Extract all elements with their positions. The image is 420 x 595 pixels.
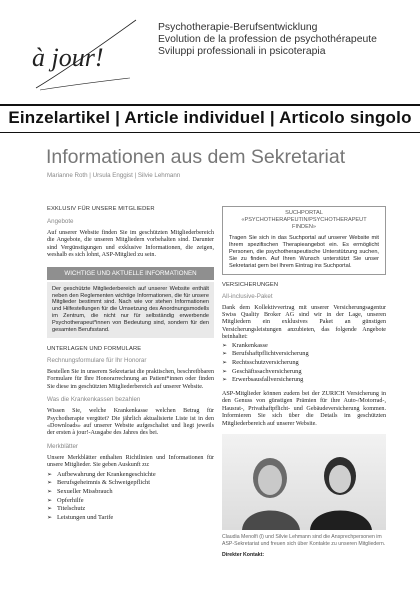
info-box-text: Der geschützte Mitgliederbereich auf unserer Website enthält neben den Reglementen wichtige Informationen, die für unsere Mitglieder bestimmt sind. Nach wie vor stehen Informationen und Hilfestellungen für die Umsetzung des Anordnungsmodells im Zentrum, die nicht nur für selbständig erwerbende Psychotherapeut*innen von Bedeutung sind, sondern für den gesamten Berufsstand. bbox=[47, 282, 214, 338]
list-item: ➢ Geschäftssachversicherung bbox=[222, 367, 302, 375]
list-item: ➢ Aufbewahrung der Krankengeschichte bbox=[47, 470, 156, 478]
header-line-de: Psychotherapie-Berufsentwicklung bbox=[158, 22, 318, 33]
section-heading-insurance: VERSICHERUNGEN bbox=[222, 281, 279, 288]
header-line-it: Sviluppi professionali in psicoterapia bbox=[158, 46, 326, 57]
portal-title: SUCHPORTAL bbox=[285, 210, 323, 216]
list-item: ➢ Opferhilfe bbox=[47, 496, 84, 504]
arrow-bullet-icon: ➢ bbox=[47, 515, 53, 522]
insurers-paragraph: Wissen Sie, welche Krankenkasse welchen Betrag für Psychotherapie vergütet? Die jährlich aktualisierte Liste ist in den «Downloads» auf unserer Website aufgeschaltet und liegt jeweils der ersten à jour!-Ausgabe des Jahres des bei. bbox=[47, 408, 214, 437]
subheading-invoice-forms: Rechnungsformulare für Ihr Honorar bbox=[47, 356, 147, 364]
direct-contact-label: Direkter Kontakt: bbox=[222, 551, 265, 558]
subheading-offers: Angebote bbox=[47, 218, 74, 225]
search-portal-box bbox=[222, 206, 386, 275]
staff-photo-illustration bbox=[222, 434, 386, 530]
arrow-bullet-icon: ➢ bbox=[47, 497, 53, 504]
insurance-list bbox=[222, 342, 386, 386]
list-item: ➢ Rechtsschutzversicherung bbox=[222, 358, 299, 366]
arrow-bullet-icon: ➢ bbox=[47, 506, 53, 513]
list-item: ➢ Titelschutz bbox=[47, 505, 86, 513]
subheading-all-inclusive: All-inclusive-Paket bbox=[222, 292, 273, 300]
list-item: ➢ Sexueller Missbrauch bbox=[47, 488, 113, 496]
photo-caption: Claudia Menolfi (l) und Silvie Lehmann sind die Ansprechpersonen im ASP-Sekretariat und freuen sich über Kontakte zu unseren Mitgliedern. bbox=[222, 534, 386, 547]
portal-text: Tragen Sie sich in das Suchportal auf unserer Website mit Ihrem spezifischen Therapieangebot ein. Es ermöglicht Personen, die psychotherapeutische Unterstützung suchen, Sie zu finden. Auf Ihren Wunsch unterstützt Sie unser Sekretariat gern bei Ihrem Eintrag ins Suchportal. bbox=[229, 235, 379, 269]
subheading-insurers: Was die Krankenkassen bezahlen bbox=[47, 396, 141, 404]
list-item: ➢ Berufshaftpflichtversicherung bbox=[222, 350, 309, 358]
list-item: ➢ Erwerbsausfallversicherung bbox=[222, 376, 304, 384]
arrow-bullet-icon: ➢ bbox=[222, 342, 228, 349]
subheading-factsheets: Merkblätter bbox=[47, 442, 78, 450]
info-bar: WICHTIGE UND AKTUELLE INFORMATIONEN bbox=[47, 267, 214, 280]
forms-paragraph: Bestellen Sie in unserem Sekretariat die praktischen, beschreibbaren Formulare für Ihre Honorarrechnung an Patient*innen oder finden Sie diese im geschützten Mitgliederbereich auf unserer Website. bbox=[47, 368, 214, 390]
arrow-bullet-icon: ➢ bbox=[222, 377, 228, 384]
arrow-bullet-icon: ➢ bbox=[222, 351, 228, 358]
factsheets-list bbox=[47, 471, 214, 523]
section-heading-forms: UNTERLAGEN UND FORMULARE bbox=[47, 345, 142, 352]
arrow-bullet-icon: ➢ bbox=[47, 489, 53, 496]
offers-paragraph: Auf unserer Website finden Sie im geschützten Mitgliederbereich die Angebote, die unseren Mitgliedern vorbehalten sind. Darunter sind Vergünstigungen und exklusive Informationen, die zeigen, weshalb es sich lohnt, ASP-Mitglied zu sein. bbox=[47, 230, 214, 259]
article-title: Informationen aus dem Sekretariat bbox=[46, 146, 346, 168]
bottom-rule bbox=[0, 132, 420, 133]
section-heading-exclusive: EXKLUSIV FÜR UNSERE MITGLIEDER bbox=[47, 206, 155, 212]
arrow-bullet-icon: ➢ bbox=[222, 368, 228, 375]
factsheets-paragraph: Unsere Merkblätter enthalten Richtlinien und Informationen für unsere Mitglieder. Sie geben Auskunft zu: bbox=[47, 454, 214, 469]
list-item: ➢ Berufsgeheimnis & Schweigepflicht bbox=[47, 479, 150, 487]
portal-subtitle: «PSYCHOTHERAPEUTIN/PSYCHOTHERAPEUT FINDEN» bbox=[241, 217, 367, 230]
arrow-bullet-icon: ➢ bbox=[47, 471, 53, 478]
article-authors: Marianne Roth | Ursula Enggist | Silvie Lehmann bbox=[47, 172, 181, 179]
list-item: ➢ Krankenkasse bbox=[222, 341, 268, 349]
insurance-paragraph: Dank dem Kollektivvertrag mit unserer Versicherungsagentur Swiss Quality Broker AG sind wir in der Lage, unseren Mitgliedern ein exklusives Paket an günstigen Versicherungsleistungen anzubieten, das folgende Angebote beinhaltet: bbox=[222, 304, 386, 341]
arrow-bullet-icon: ➢ bbox=[222, 359, 228, 366]
header-line-fr: Evolution de la profession de psychothérapeute bbox=[158, 34, 377, 45]
a-jour-logo bbox=[26, 16, 144, 100]
zurich-paragraph: ASP-Mitglieder können zudem bei der ZURICH Versicherung in den Genuss von günstigen Prämien für ihre Auto-/Motorrad-, Hausrat-, Privathaftpflicht- und Gebäudeversicherung kommen. Informieren Sie sich über die Details im geschützten Mitgliederbereich auf unserer Website. bbox=[222, 391, 386, 427]
svg-text:à jour!: à jour! bbox=[32, 43, 104, 72]
banner-title: Einzelartikel | Article individuel | Articolo singolo bbox=[8, 108, 412, 127]
arrow-bullet-icon: ➢ bbox=[47, 480, 53, 487]
list-item: ➢ Leistungen und Tarife bbox=[47, 514, 114, 522]
top-rule bbox=[0, 104, 420, 106]
staff-photo bbox=[222, 434, 386, 530]
